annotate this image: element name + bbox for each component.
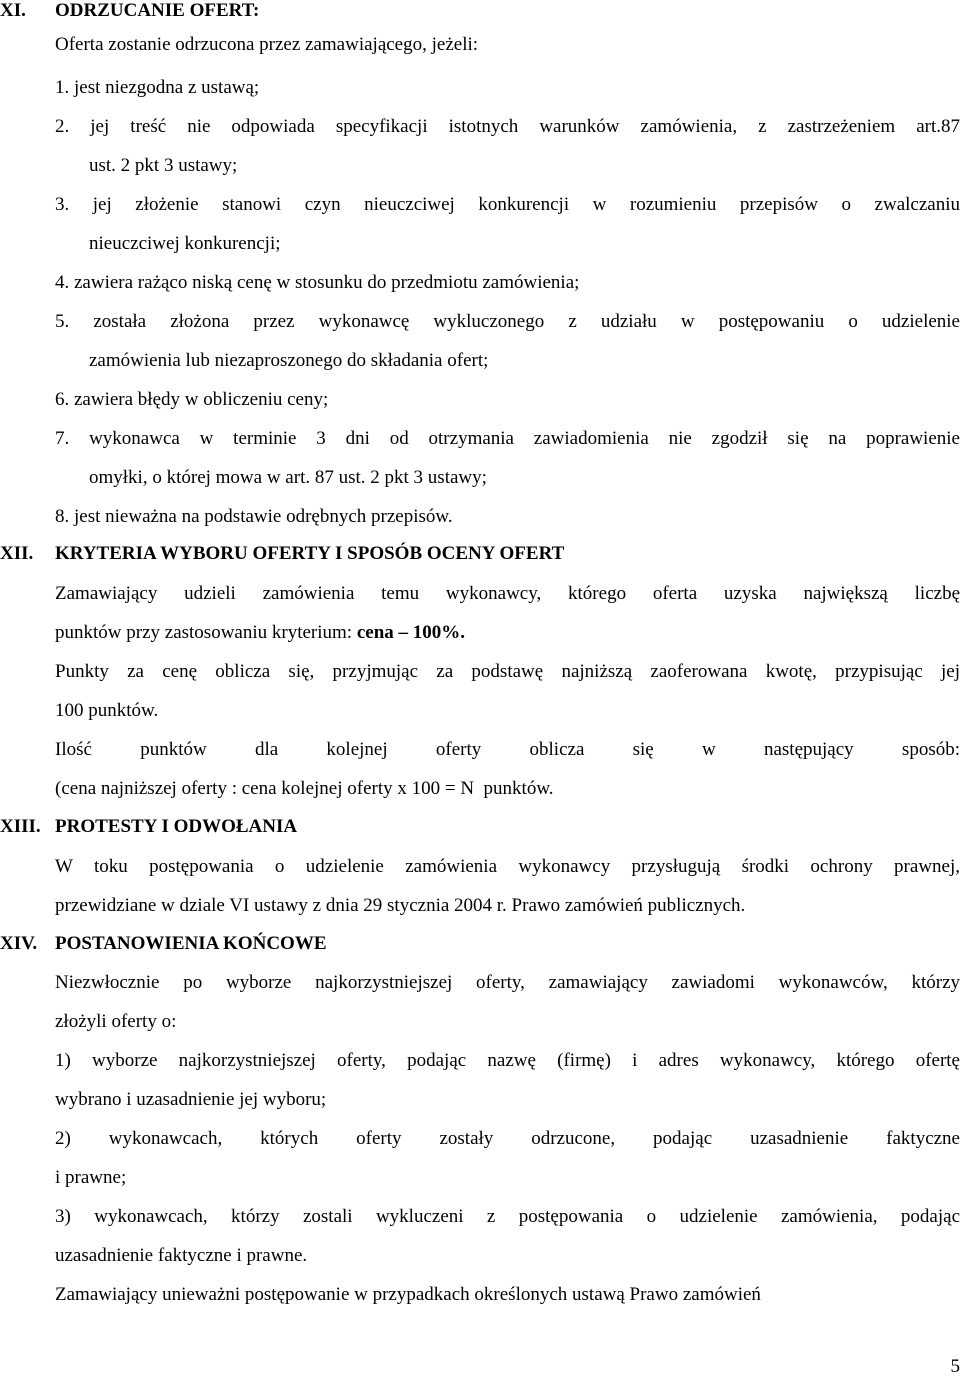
section-number: XI. [0, 0, 55, 22]
section-xiv-body [55, 972, 960, 1323]
list-item: 1. jest niezgodna z ustawą; [84, 77, 960, 116]
list-item-continuation: uzasadnienie faktyczne i prawne. [55, 1245, 960, 1284]
section-title: PROTESTY I ODWOŁANIA [55, 816, 297, 838]
list-item: 2. jej treść nie odpowiada specyfikacji istotnych warunków zamówienia, z zastrzeżeniem art.87 [55, 116, 960, 155]
section-title: ODRZUCANIE OFERT: [55, 0, 259, 22]
section-xi-heading [0, 0, 960, 24]
list-item: 3) wykonawcach, którzy zostali wykluczeni z postępowania o udzielenie zamówienia, podając [55, 1206, 960, 1245]
list-item: 5. została złożona przez wykonawcę wykluczonego z udziału w postępowaniu o udzielenie [55, 311, 960, 350]
list-item-continuation: nieuczciwej konkurencji; [55, 233, 960, 272]
list-item: 6. zawiera błędy w obliczeniu ceny; [55, 389, 960, 428]
paragraph-line: złożyli oferty o: [55, 1011, 960, 1050]
list-item-continuation: wybrano i uzasadnienie jej wyboru; [55, 1089, 960, 1128]
section-title: KRYTERIA WYBORU OFERTY I SPOSÓB OCENY OFERT [55, 543, 564, 565]
list-item: 7. wykonawca w terminie 3 dni od otrzymania zawiadomienia nie zgodził się na poprawienie [55, 428, 960, 467]
list-item-continuation: ust. 2 pkt 3 ustawy; [55, 155, 960, 194]
formula-line: (cena najniższej oferty : cena kolejnej oferty x 100 = N punktów. [55, 778, 960, 817]
criterion-value: cena – 100%. [357, 622, 465, 643]
section-xii-body [55, 583, 960, 817]
paragraph-line: Zamawiający unieważni postępowanie w przypadkach określonych ustawą Prawo zamówień [55, 1284, 960, 1323]
section-xi-list [55, 77, 960, 545]
paragraph-line: Zamawiający udzieli zamówienia temu wykonawcy, którego oferta uzyska największą liczbę [55, 583, 960, 622]
section-number: XIV. [0, 933, 55, 955]
section-xi-intro: Oferta zostanie odrzucona przez zamawiającego, jeżeli: [55, 34, 960, 56]
list-item-continuation: i prawne; [55, 1167, 960, 1206]
list-item: 8. jest nieważna na podstawie odrębnych przepisów. [55, 506, 960, 545]
page-number: 5 [951, 1357, 960, 1377]
paragraph-line: przewidziane w dziale VI ustawy z dnia 29 stycznia 2004 r. Prawo zamówień publicznych. [55, 895, 960, 934]
list-item: 1) wyborze najkorzystniejszej oferty, podając nazwę (firmę) i adres wykonawcy, którego ofertę [55, 1050, 960, 1089]
section-xi [0, 0, 960, 24]
section-xiii-heading [0, 816, 960, 838]
section-xiv-heading [0, 933, 960, 955]
list-item-continuation: omyłki, o której mowa w art. 87 ust. 2 pkt 3 ustawy; [55, 467, 960, 506]
paragraph-line [55, 622, 960, 661]
list-item: 3. jej złożenie stanowi czyn nieuczciwej konkurencji w rozumieniu przepisów o zwalczaniu [55, 194, 960, 233]
paragraph-line: Ilość punktów dla kolejnej oferty oblicza się w następujący sposób: [55, 739, 960, 778]
paragraph-line: Punkty za cenę oblicza się, przyjmując za podstawę najniższą zaoferowana kwotę, przypisując jej [55, 661, 960, 700]
paragraph-line: Niezwłocznie po wyborze najkorzystniejszej oferty, zamawiający zawiadomi wykonawców, którzy [55, 972, 960, 1011]
list-item-continuation: zamówienia lub niezaproszonego do składania ofert; [55, 350, 960, 389]
section-xiii-body [55, 856, 960, 934]
list-item: 2) wykonawcach, których oferty zostały odrzucone, podając uzasadnienie faktyczne [55, 1128, 960, 1167]
paragraph-line: 100 punktów. [55, 700, 960, 739]
criterion-text: punktów przy zastosowaniu kryterium: [55, 622, 357, 643]
list-item: 4. zawiera rażąco niską cenę w stosunku do przedmiotu zamówienia; [55, 272, 960, 311]
paragraph-line: W toku postępowania o udzielenie zamówienia wykonawcy przysługują środki ochrony prawnej, [55, 856, 960, 895]
section-xii-heading [0, 543, 960, 565]
section-title: POSTANOWIENIA KOŃCOWE [55, 933, 327, 955]
section-number: XII. [0, 543, 55, 565]
section-number: XIII. [0, 816, 55, 838]
